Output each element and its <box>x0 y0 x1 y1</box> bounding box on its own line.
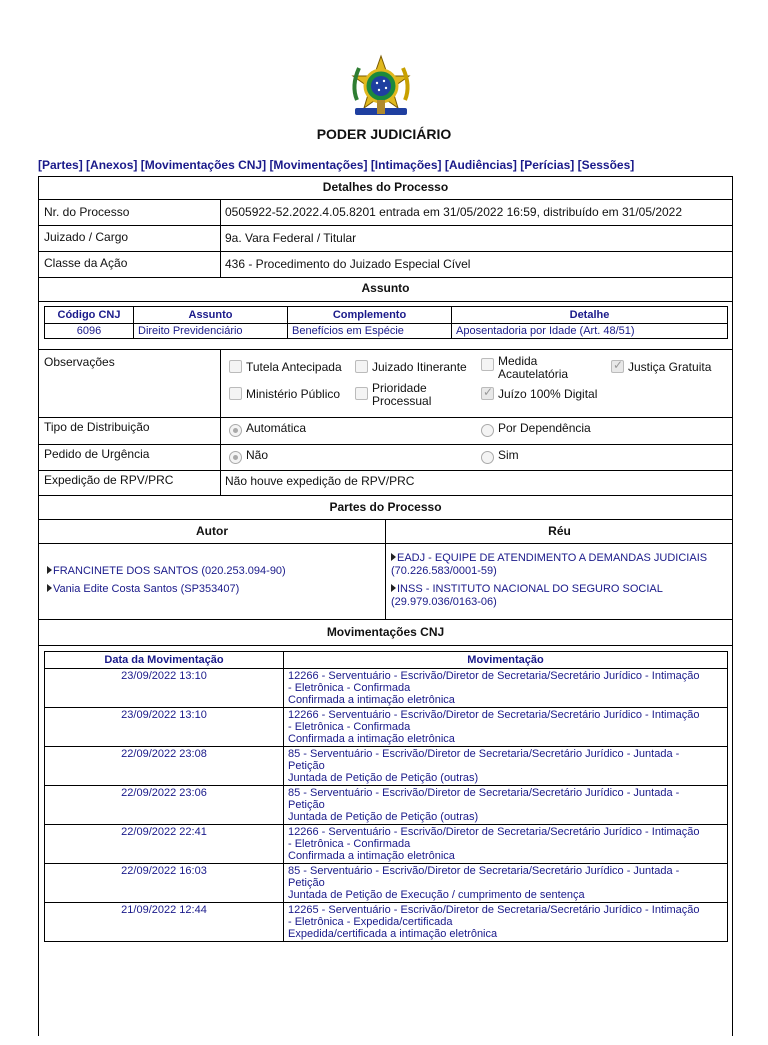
movimentacao-text: Juntada de Petição de Petição (outras) <box>288 811 479 823</box>
checkbox-label: Justiça Gratuita <box>628 360 712 374</box>
radio-label: Por Dependência <box>498 421 591 435</box>
autor-link[interactable]: Vania Edite Costa Santos (SP353407) <box>47 583 239 596</box>
movimentacao-description <box>284 864 728 903</box>
detail-label: Nr. do Processo <box>44 205 130 219</box>
movimentacao-text: 12266 - Serventuário - Escrivão/Diretor de Secretaria/Secretário Jurídico - Intimação <box>288 709 700 721</box>
movimentacao-text: 12266 - Serventuário - Escrivão/Diretor de Secretaria/Secretário Jurídico - Intimação <box>288 670 700 682</box>
observacoes-row <box>39 349 732 417</box>
checkbox-label: Tutela Antecipada <box>246 360 342 374</box>
movimentacao-text: - Eletrônica - Expedida/certificada <box>288 916 453 928</box>
autor-heading: Autor <box>196 524 228 538</box>
movimentacao-text: Confirmada a intimação eletrônica <box>288 694 455 706</box>
detail-row-juizado <box>39 225 732 251</box>
movimentacao-text: Petição <box>288 877 325 889</box>
movimentacao-date: 23/09/2022 13:10 <box>45 669 284 708</box>
distribuicao-row <box>39 417 732 444</box>
checkbox-juizado-itinerante[interactable] <box>355 360 368 373</box>
movimentacao-text: - Eletrônica - Confirmada <box>288 721 411 733</box>
detail-value: 0505922-52.2022.4.05.8201 entrada em 31/05/2022 16:59, distribuído em 31/05/2022 <box>225 205 683 219</box>
section-heading-movimentacoes: Movimentações CNJ <box>39 619 732 645</box>
table-cell: Aposentadoria por Idade (Art. 48/51) <box>452 324 728 339</box>
movimentacao-text: 12265 - Serventuário - Escrivão/Diretor de Secretaria/Secretário Jurídico - Intimação <box>288 904 700 916</box>
urgencia-row <box>39 444 732 470</box>
table-row <box>45 903 728 942</box>
table-cell: Benefícios em Espécie <box>288 324 452 339</box>
movimentacao-text: 85 - Serventuário - Escrivão/Diretor de Secretaria/Secretário Jurídico - Juntada - <box>288 787 680 799</box>
nav-link-movimentacoes[interactable]: [Movimentações] <box>269 158 368 172</box>
table-cell: 6096 <box>45 324 134 339</box>
process-details-frame <box>38 176 733 1036</box>
nav-link-anexos[interactable]: [Anexos] <box>86 158 138 172</box>
rpv-row <box>39 470 732 495</box>
movimentacao-date: 23/09/2022 13:10 <box>45 708 284 747</box>
checkbox-label: Medida Acautelatória <box>498 354 569 381</box>
detail-value: 436 - Procedimento do Juizado Especial Cível <box>225 257 471 271</box>
nav-link-sessoes[interactable]: [Sessões] <box>577 158 635 172</box>
triangle-right-icon <box>47 566 52 574</box>
triangle-right-icon <box>47 584 52 592</box>
radio-label: Não <box>246 448 269 462</box>
detail-label: Classe da Ação <box>44 256 128 270</box>
movimentacao-description <box>284 747 728 786</box>
movimentacao-description <box>284 903 728 942</box>
movimentacoes-table <box>44 651 728 942</box>
movimentacao-description <box>284 786 728 825</box>
rpv-label: Expedição de RPV/PRC <box>44 473 174 487</box>
checkbox-prioridade-processual[interactable] <box>355 387 368 400</box>
section-heading-detalhes: Detalhes do Processo <box>322 180 449 194</box>
detail-row-classe <box>39 251 732 277</box>
movimentacao-date: 22/09/2022 23:06 <box>45 786 284 825</box>
partes-header-row <box>39 519 732 543</box>
movimentacao-description <box>284 708 728 747</box>
movimentacao-text: - Eletrônica - Confirmada <box>288 682 411 694</box>
checkbox-ministerio-publico[interactable] <box>229 387 242 400</box>
checkbox-juizo-digital[interactable] <box>481 387 494 400</box>
detail-label: Juizado / Cargo <box>44 230 129 244</box>
movimentacao-text: Juntada de Petição de Execução / cumprimento de sentença <box>288 889 585 901</box>
detail-value: 9a. Vara Federal / Titular <box>225 231 357 245</box>
nav-link-partes[interactable]: [Partes] <box>38 158 83 172</box>
column-header: Complemento <box>288 307 452 324</box>
reu-heading: Réu <box>385 520 733 543</box>
movimentacao-text: Petição <box>288 760 325 772</box>
checkbox-tutela-antecipada[interactable] <box>229 360 242 373</box>
section-heading-assunto: Assunto <box>39 277 732 301</box>
movimentacao-description <box>284 825 728 864</box>
nav-link-movimentacoes-cnj[interactable]: [Movimentações CNJ] <box>140 158 267 172</box>
movimentacao-text: Confirmada a intimação eletrônica <box>288 733 455 745</box>
reu-link[interactable]: INSS - INSTITUTO NACIONAL DO SEGURO SOCIAL (29.979.036/0163-06) <box>391 583 663 608</box>
movimentacao-text: Petição <box>288 799 325 811</box>
checkbox-justica-gratuita[interactable] <box>611 360 624 373</box>
checkbox-label: Juízo 100% Digital <box>498 387 598 401</box>
table-row <box>45 324 728 339</box>
radio-label: Sim <box>498 448 519 462</box>
movimentacao-description <box>284 669 728 708</box>
movimentacoes-row <box>39 645 732 1045</box>
movimentacao-date: 22/09/2022 23:08 <box>45 747 284 786</box>
table-row <box>45 708 728 747</box>
column-header: Assunto <box>134 307 288 324</box>
column-header: Detalhe <box>452 307 728 324</box>
movimentacao-text: 85 - Serventuário - Escrivão/Diretor de Secretaria/Secretário Jurídico - Juntada - <box>288 748 680 760</box>
movimentacao-date: 21/09/2022 12:44 <box>45 903 284 942</box>
movimentacao-text: Juntada de Petição de Petição (outras) <box>288 772 479 784</box>
movimentacao-text: Confirmada a intimação eletrônica <box>288 850 455 862</box>
urgencia-label: Pedido de Urgência <box>44 447 150 461</box>
detail-row-numero <box>39 199 732 225</box>
reu-link[interactable]: EADJ - EQUIPE DE ATENDIMENTO A DEMANDAS JUDICIAIS (70.226.583/0001-59) <box>391 552 708 577</box>
brazil-coat-of-arms-icon <box>345 54 417 122</box>
table-row <box>45 825 728 864</box>
triangle-right-icon <box>391 584 396 592</box>
radio-por-dependencia[interactable] <box>481 424 494 437</box>
radio-nao[interactable] <box>229 451 242 464</box>
section-nav <box>38 158 634 172</box>
checkbox-label: Prioridade Processual <box>372 381 432 408</box>
radio-sim[interactable] <box>481 451 494 464</box>
movimentacao-text: - Eletrônica - Confirmada <box>288 838 411 850</box>
partes-list-row <box>39 543 732 619</box>
nav-link-pericias[interactable]: [Perícias] <box>520 158 575 172</box>
column-header: Data da Movimentação <box>45 652 284 669</box>
rpv-value: Não houve expedição de RPV/PRC <box>225 474 415 488</box>
radio-automatica[interactable] <box>229 424 242 437</box>
movimentacao-date: 22/09/2022 16:03 <box>45 864 284 903</box>
table-row <box>45 786 728 825</box>
page-title: PODER JUDICIÁRIO <box>316 126 452 142</box>
assunto-row <box>39 301 732 349</box>
column-header: Movimentação <box>284 652 728 669</box>
distribuicao-label: Tipo de Distribuição <box>44 420 150 434</box>
observacoes-label: Observações <box>44 355 115 369</box>
triangle-right-icon <box>391 553 396 561</box>
radio-label: Automática <box>246 421 307 435</box>
movimentacao-text: 85 - Serventuário - Escrivão/Diretor de Secretaria/Secretário Jurídico - Juntada - <box>288 865 680 877</box>
checkbox-label: Ministério Público <box>246 387 341 401</box>
autor-link[interactable]: FRANCINETE DOS SANTOS (020.253.094-90) <box>47 565 286 578</box>
table-row <box>45 747 728 786</box>
movimentacao-date: 22/09/2022 22:41 <box>45 825 284 864</box>
checkbox-medida-acautelatoria[interactable] <box>481 358 494 371</box>
movimentacao-text: Expedida/certificada a intimação eletrônica <box>288 928 498 940</box>
checkbox-label: Juizado Itinerante <box>372 360 467 374</box>
nav-link-audiencias[interactable]: [Audiências] <box>444 158 517 172</box>
table-row <box>45 669 728 708</box>
assunto-table <box>44 306 728 339</box>
column-header: Código CNJ <box>45 307 134 324</box>
table-row <box>45 864 728 903</box>
table-cell: Direito Previdenciário <box>134 324 288 339</box>
section-heading-partes: Partes do Processo <box>39 495 732 519</box>
nav-link-intimacoes[interactable]: [Intimações] <box>370 158 442 172</box>
movimentacao-text: 12266 - Serventuário - Escrivão/Diretor de Secretaria/Secretário Jurídico - Intimação <box>288 826 700 838</box>
